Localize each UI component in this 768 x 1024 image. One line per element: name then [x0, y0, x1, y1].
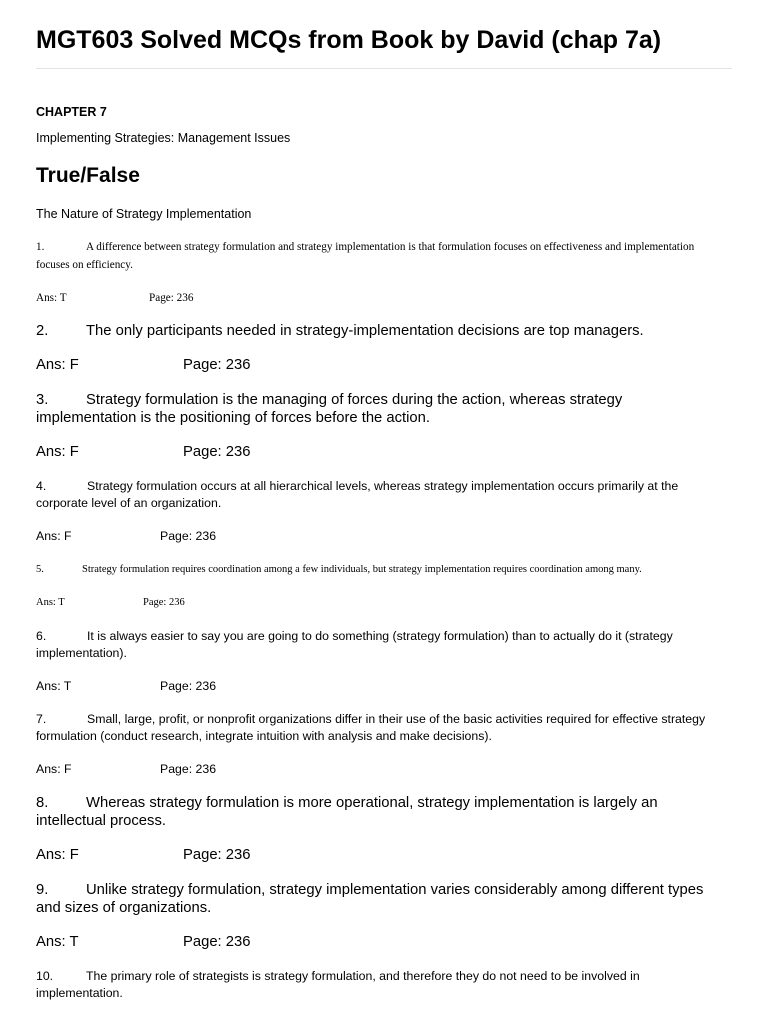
question-number: 7.: [36, 712, 47, 726]
question-text: The only participants needed in strategy-implementation decisions are top managers.: [86, 323, 644, 339]
question-number: 9.: [36, 882, 49, 898]
question-text: Small, large, profit, or nonprofit organizations differ in their use of the basic activities required for effective strategy formulation (conduct research, integrate intuition with analysis and make decisions).: [36, 712, 706, 743]
page-reference: Page: 236: [183, 847, 251, 863]
answer-value: Ans: F: [36, 357, 79, 373]
answer-value: Ans: T: [36, 597, 65, 608]
question-number: 2.: [36, 323, 49, 339]
question-text: It is always easier to say you are going to do something (strategy formulation) than to actually do it (strategy implementation).: [36, 629, 673, 660]
question-item: [36, 391, 656, 427]
question-text: Strategy formulation occurs at all hierarchical levels, whereas strategy implementation occurs primarily at the corporate level of an organization.: [36, 479, 679, 510]
question-text: Strategy formulation is the managing of forces during the action, whereas strategy implementation is the positioning of forces before the action.: [36, 392, 623, 426]
answer-value: Ans: F: [36, 529, 72, 543]
question-number: 10.: [36, 969, 54, 983]
question-number: 5.: [36, 564, 44, 575]
question-text: Whereas strategy formulation is more operational, strategy implementation is largely an intellectual process.: [36, 795, 658, 829]
answer-line: [36, 933, 251, 951]
answer-value: Ans: F: [36, 762, 72, 776]
question-item: [36, 968, 676, 1002]
question-text: Unlike strategy formulation, strategy implementation varies considerably among different types and sizes of organizations.: [36, 882, 704, 916]
question-item: [36, 628, 726, 662]
title-divider: [36, 68, 732, 69]
answer-value: Ans: T: [36, 679, 72, 693]
chapter-label: CHAPTER 7: [36, 105, 107, 119]
section-topic: The Nature of Strategy Implementation: [36, 207, 252, 221]
question-number: 3.: [36, 392, 49, 408]
page-reference: Page: 236: [183, 934, 251, 950]
section-heading: True/False: [36, 164, 140, 187]
answer-line: [36, 290, 194, 308]
page-reference: Page: 236: [160, 762, 217, 776]
answer-value: Ans: T: [36, 934, 79, 950]
question-text: A difference between strategy formulation and strategy implementation is that formulation focuses on effectiveness and implementation focuses on efficiency.: [36, 241, 695, 271]
question-item: [36, 322, 736, 340]
page-reference: Page: 236: [160, 529, 217, 543]
question-number: 4.: [36, 479, 47, 493]
answer-line: [36, 678, 217, 695]
answer-line: [36, 528, 217, 545]
answer-value: Ans: T: [36, 292, 67, 304]
question-item: [36, 881, 731, 917]
answer-line: [36, 846, 251, 864]
answer-value: Ans: F: [36, 444, 79, 460]
question-number: 6.: [36, 629, 47, 643]
answer-value: Ans: F: [36, 847, 79, 863]
answer-line: [36, 761, 217, 778]
question-item: [36, 239, 726, 274]
question-item: [36, 478, 716, 512]
chapter-subtitle: Implementing Strategies: Management Issues: [36, 131, 291, 145]
page-reference: Page: 236: [183, 444, 251, 460]
question-item: [36, 794, 686, 830]
page-reference: Page: 236: [183, 357, 251, 373]
question-text: Strategy formulation requires coordination among a few individuals, but strategy implementation requires coordination among many.: [82, 564, 642, 575]
question-item: [36, 562, 736, 578]
page-reference: Page: 236: [143, 597, 185, 608]
question-number: 8.: [36, 795, 49, 811]
answer-line: [36, 443, 251, 461]
question-number: 1.: [36, 241, 45, 253]
answer-line: [36, 356, 251, 374]
answer-line: [36, 595, 185, 611]
question-text: The primary role of strategists is strategy formulation, and therefore they do not need to be involved in implementation.: [36, 969, 640, 1000]
document-title: MGT603 Solved MCQs from Book by David (chap 7a): [36, 26, 662, 54]
page-reference: Page: 236: [160, 679, 217, 693]
question-item: [36, 711, 736, 745]
page-reference: Page: 236: [149, 292, 194, 304]
